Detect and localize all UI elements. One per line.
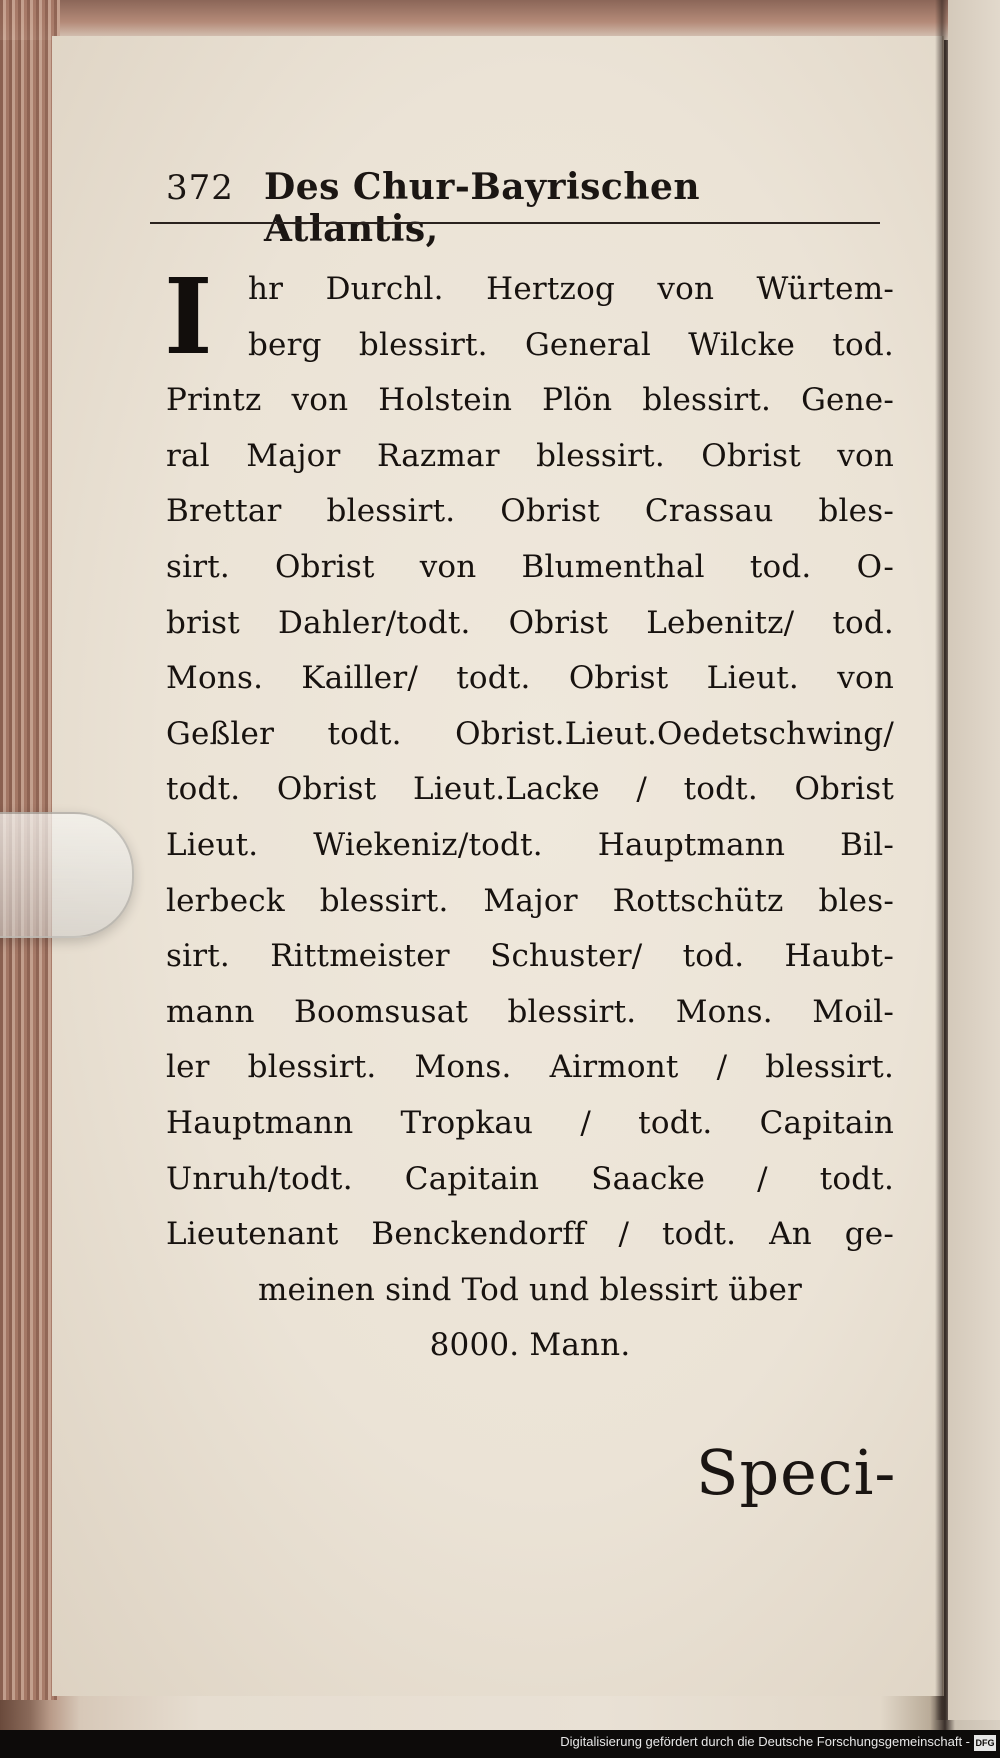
footer-bar [0, 1730, 1000, 1758]
text-line: meinen sind Tod und blessirt über [257, 1271, 803, 1308]
text-line: Unruh/todt. Capitain Saacke / todt. [166, 1160, 894, 1197]
text-line: mann Boomsusat blessirt. Mons. Moil- [166, 993, 894, 1030]
text-line: ler blessirt. Mons. Airmont / blessirt. [166, 1049, 894, 1086]
text-line: hr Durchl. Hertzog von Würtem- [248, 271, 894, 307]
digitization-credit: Digitalisierung gefördert durch die Deutsche Forschungsgemeinschaft - [560, 1734, 970, 1749]
text-line: ral Major Razmar blessirt. Obrist von [166, 437, 894, 474]
dfg-logo: DFG [974, 1735, 996, 1751]
page-clip [0, 812, 134, 938]
gutter-shadow [935, 0, 949, 1720]
text-line: Brettar blessirt. Obrist Crassau bles- [166, 493, 894, 530]
text-line: Mons. Kailler/ todt. Obrist Lieut. von [166, 660, 894, 697]
text-line: Lieut. Wiekeniz/todt. Hauptmann Bil- [166, 826, 894, 863]
text-line: Geßler todt. Obrist.Lieut.Oedetschwing/ [166, 715, 894, 752]
text-line: Lieutenant Benckendorff / todt. An ge- [166, 1216, 894, 1253]
text-line-final: 8000. Mann. [429, 1327, 631, 1364]
facing-page-edge [948, 0, 1000, 1720]
header-rule [150, 222, 880, 224]
text-line: sirt. Obrist von Blumenthal tod. O- [166, 548, 894, 585]
page-number: 372 [166, 168, 234, 208]
text-line: brist Dahler/todt. Obrist Lebenitz/ tod. [166, 604, 894, 641]
page-header [166, 166, 886, 250]
text-line: todt. Obrist Lieut.Lacke / todt. Obrist [166, 771, 894, 808]
text-line: sirt. Rittmeister Schuster/ tod. Haubt- [166, 938, 894, 975]
running-title: Des Chur-Bayrischen Atlantis, [264, 166, 701, 250]
drop-initial: I [164, 255, 213, 378]
book-top-edge [0, 0, 1000, 40]
catchword: Speci- [696, 1436, 897, 1509]
text-line: berg blessirt. General Wilcke tod. [248, 326, 894, 363]
text-line: lerbeck blessirt. Major Rottschütz bles- [166, 882, 894, 919]
text-line: Printz von Holstein Plön blessirt. Gene- [166, 382, 894, 419]
body-text [164, 255, 894, 1374]
text-line: Hauptmann Tropkau / todt. Capitain [166, 1104, 894, 1141]
